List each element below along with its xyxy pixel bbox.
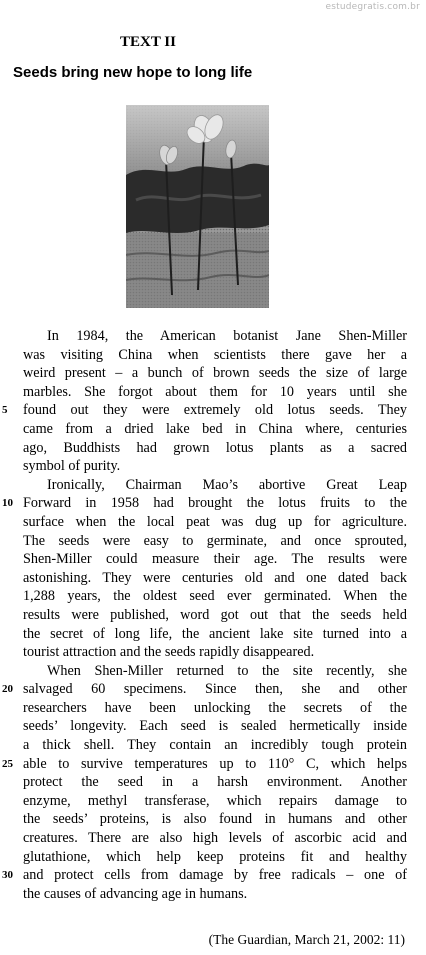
article-line: protect the seed in a harsh environment. Another bbox=[23, 774, 407, 791]
article-line: Ironically, Chairman Mao’s abortive Great Leap bbox=[47, 476, 407, 493]
line-number: 25 bbox=[2, 757, 13, 770]
article-line: 5 found out they were extremely old lotus seeds. They bbox=[2, 402, 407, 419]
article-line: was visiting China when scientists there gave her a bbox=[23, 346, 407, 363]
article-line: astonishing. They were centuries old and one dated back bbox=[23, 569, 407, 586]
article-body bbox=[2, 327, 407, 903]
article-line: The seeds were easy to germinate, and once sprouted, bbox=[23, 532, 407, 549]
article-line: the causes of advancing age in humans. bbox=[23, 885, 248, 902]
article-line: surface when the local peat was dug up for agriculture. bbox=[23, 513, 407, 530]
article-line: 10 Forward in 1958 had brought the lotus fruits to the bbox=[2, 495, 407, 512]
line-number: 30 bbox=[2, 869, 13, 882]
article-line: 20 salvaged 60 specimens. Since then, she and other bbox=[2, 681, 407, 698]
article-line: 1,288 years, the oldest seed ever germinated. When the bbox=[23, 588, 407, 605]
article-line: tourist attraction and the seeds rapidly disappeared. bbox=[23, 644, 315, 661]
article-line: 25 able to survive temperatures up to 110° C, which helps bbox=[2, 755, 407, 772]
article-line: the secret of long life, the ancient lake site turned into a bbox=[23, 625, 407, 642]
article-line: weird present – a bunch of brown seeds the size of large bbox=[23, 365, 407, 382]
article-line: glutathione, which help keep proteins fit and healthy bbox=[23, 848, 407, 865]
section-label: TEXT II bbox=[119, 34, 176, 50]
article-line: symbol of purity. bbox=[23, 458, 121, 475]
article-line: marbles. She forgot about them for 10 years until she bbox=[23, 383, 407, 400]
article-line: enzyme, methyl transferase, which repairs damage to bbox=[23, 792, 407, 809]
article-line: researchers have been unlocking the secrets of the bbox=[23, 699, 407, 716]
article-line: 30 and protect cells from damage by free radicals – one of bbox=[2, 867, 407, 884]
line-number: 20 bbox=[2, 683, 13, 696]
article-line: seeds’ longevity. Each seed is sealed hermetically inside bbox=[23, 718, 407, 735]
article-line: creatures. There are also high levels of ascorbic acid and bbox=[23, 830, 407, 847]
article-line: results were published, word got out that the seeds held bbox=[23, 606, 407, 623]
article-line: the seeds’ proteins, is also found in humans and other bbox=[23, 811, 407, 828]
article-line: came from a dried lake bed in China where, centuries bbox=[23, 420, 407, 437]
watermark: estudegratis.com.br bbox=[325, 2, 420, 12]
source-citation: (The Guardian, March 21, 2002: 11) bbox=[208, 932, 405, 947]
article-line: When Shen-Miller returned to the site recently, she bbox=[47, 662, 407, 679]
article-line: a thick shell. They contain an incredibly tough protein bbox=[23, 737, 407, 754]
headline: Seeds bring new hope to long life bbox=[13, 64, 253, 81]
lotus-photo bbox=[126, 105, 269, 308]
article-line: Shen-Miller could measure their age. The results were bbox=[23, 551, 407, 568]
article-line: ago, Buddhists had grown lotus plants as a sacred bbox=[23, 439, 407, 456]
article-line: In 1984, the American botanist Jane Shen-Miller bbox=[47, 328, 407, 344]
line-number: 5 bbox=[2, 404, 8, 417]
line-number: 10 bbox=[2, 497, 13, 510]
